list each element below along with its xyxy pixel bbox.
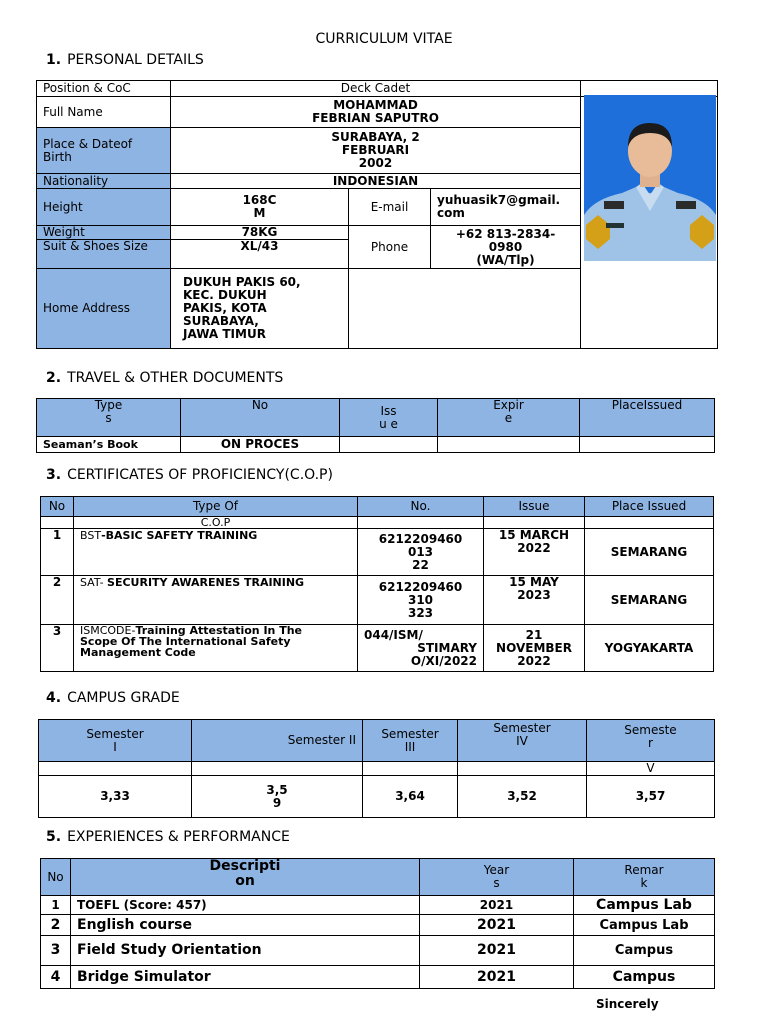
cop-header-number: No. [358, 497, 484, 517]
profile-photo [584, 95, 716, 261]
cop-header-no: No [41, 497, 74, 517]
cop-header-issue: Issue [484, 497, 585, 517]
fullname-value: MOHAMMAD FEBRIAN SAPUTRO [171, 97, 581, 128]
document-title: CURRICULUM VITAE [315, 31, 453, 47]
phone-label: Phone [349, 226, 431, 269]
section-5-heading: 5. EXPERIENCES & PERFORMANCE [46, 829, 290, 845]
grade-value-2: 3,5 9 [192, 776, 363, 818]
travel-row-expire [438, 437, 580, 453]
height-label: Height [37, 189, 171, 226]
birth-label: Place & Dateof Birth [37, 128, 171, 174]
address-blank [349, 269, 581, 349]
campus-grade-table [38, 719, 715, 818]
experience-table [40, 858, 715, 989]
height-value: 168C M [171, 189, 349, 226]
exp-header-description: Descripti on [71, 859, 420, 896]
experience-row: 4 Bridge Simulator 2021 Campus [41, 966, 715, 989]
exp-header-remark: Remar k [574, 859, 715, 896]
cop-header-type: Type Of [74, 497, 358, 517]
phone-value: +62 813-2834- 0980 (WA/Tlp) [431, 226, 581, 269]
cop-header-type-sub: C.O.P [74, 517, 358, 529]
cop-row: 2 SAT- SECURITY AWARENES TRAINING 6212209460 310 323 15 MAY 2023 SEMARANG [41, 576, 714, 625]
cop-row: 3 ISMCODE-Training Attestation In The Scope Of The International Safety Management Code 044/ISM/ STIMARY O/XI/2022 21 NOVEMBER 2022 YOGYAKARTA [41, 625, 714, 672]
birth-value: SURABAYA, 2 FEBRUARI 2002 [171, 128, 581, 174]
suit-value: XL/43 [171, 240, 349, 269]
address-value: DUKUH PAKIS 60, KEC. DUKUH PAKIS, KOTA SURABAYA, JAWA TIMUR [171, 269, 349, 349]
position-label: Position & CoC [37, 81, 171, 97]
exp-header-year: Year s [420, 859, 574, 896]
section-2-heading: 2. TRAVEL & OTHER DOCUMENTS [46, 370, 284, 386]
travel-header-place: PlaceIssued [580, 399, 715, 437]
travel-row-type: Seaman’s Book [37, 437, 181, 453]
cop-header-place: Place Issued [585, 497, 714, 517]
nationality-value: INDONESIAN [171, 174, 581, 189]
section-1-heading: 1. PERSONAL DETAILS [46, 52, 204, 68]
grade-header-1: Semester I [39, 720, 192, 762]
experience-row: 3 Field Study Orientation 2021 Campus [41, 936, 715, 966]
grade-header-5: Semeste r [587, 720, 715, 762]
cop-table [40, 496, 714, 672]
suit-label: Suit & Shoes Size [37, 240, 171, 269]
cop-row: 1 BST-BASIC SAFETY TRAINING 6212209460 013 22 15 MARCH 2022 SEMARANG [41, 529, 714, 576]
grade-value-3: 3,64 [363, 776, 458, 818]
experience-row: 2 English course 2021 Campus Lab [41, 915, 715, 936]
email-label: E-mail [349, 189, 431, 226]
weight-label: Weight [37, 226, 171, 240]
travel-header-issue: Iss u e [340, 399, 438, 437]
travel-row-issue [340, 437, 438, 453]
grade-header-2: Semester II [192, 720, 363, 762]
nationality-label: Nationality [37, 174, 171, 189]
grade-value-1: 3,33 [39, 776, 192, 818]
grade-header-3: Semester III [363, 720, 458, 762]
travel-row-place [580, 437, 715, 453]
travel-header-type: Type s [37, 399, 181, 437]
travel-header-expire: Expir e [438, 399, 580, 437]
grade-value-5: 3,57 [587, 776, 715, 818]
email-value: yuhuasik7@gmail. com [431, 189, 581, 226]
experience-row: 1 TOEFL (Score: 457) 2021 Campus Lab [41, 896, 715, 915]
section-3-heading: 3. CERTIFICATES OF PROFICIENCY(C.O.P) [46, 467, 333, 483]
travel-documents-table [36, 398, 715, 453]
weight-value: 78KG [171, 226, 349, 240]
exp-header-no: No [41, 859, 71, 896]
travel-row-no: ON PROCES [181, 437, 340, 453]
grade-value-4: 3,52 [458, 776, 587, 818]
travel-header-no: No [181, 399, 340, 437]
portrait-image [584, 95, 716, 261]
position-value: Deck Cadet [171, 81, 581, 97]
grade-header-4: Semester IV [458, 720, 587, 762]
fullname-label: Full Name [37, 97, 171, 128]
section-4-heading: 4. CAMPUS GRADE [46, 690, 180, 706]
address-label: Home Address [37, 269, 171, 349]
grade-header-5-sub: V [587, 762, 715, 776]
closing-sincerely: Sincerely [596, 997, 659, 1011]
